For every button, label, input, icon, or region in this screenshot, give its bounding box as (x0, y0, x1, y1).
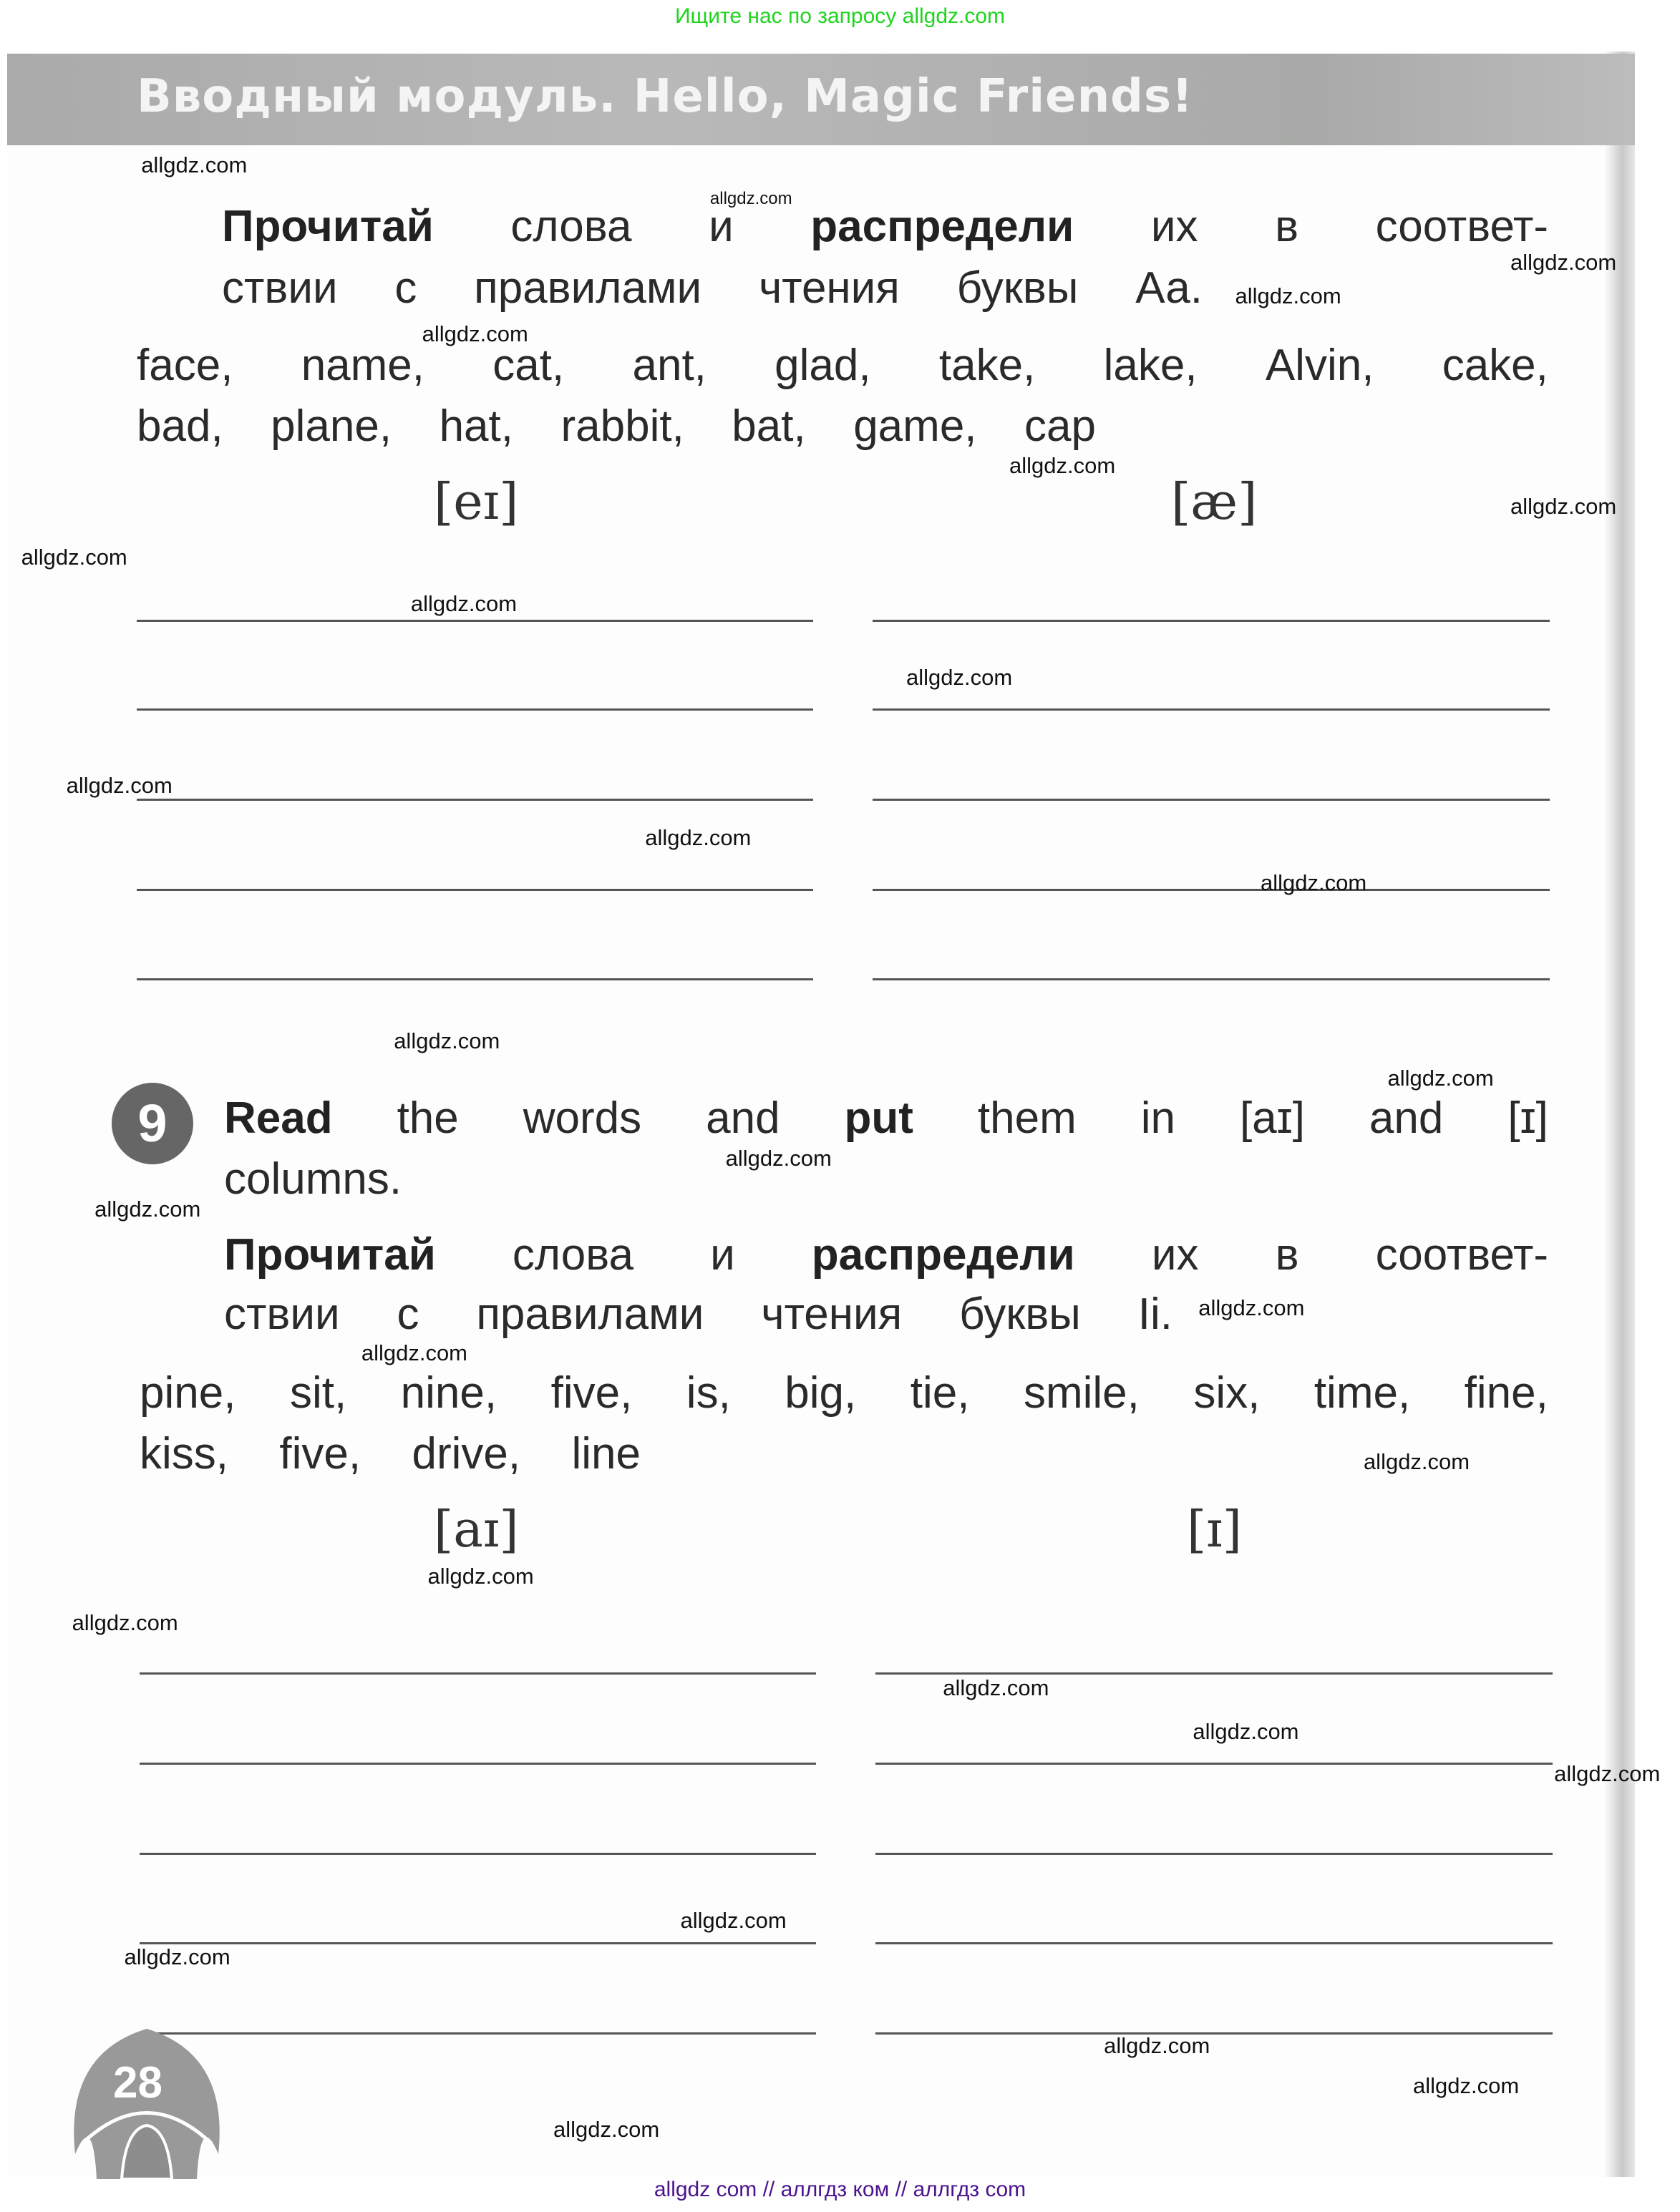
right-answer-line[interactable] (875, 1942, 1553, 1944)
word: pine, (140, 1368, 236, 1418)
watermark: allgdz.com (1009, 452, 1116, 478)
word: и (709, 202, 734, 251)
word: drive, (412, 1429, 521, 1478)
word: Alvin, (1265, 341, 1374, 390)
word: bad, (137, 401, 223, 451)
watermark: allgdz.com (124, 1944, 230, 1970)
word: bat, (732, 401, 806, 451)
watermark: allgdz.com (709, 188, 792, 208)
word: rabbit, (560, 401, 684, 451)
watermark: allgdz.com (1510, 249, 1617, 275)
right-answer-line[interactable] (873, 889, 1550, 891)
watermark: allgdz.com (410, 591, 518, 617)
ex9-column-header-right: [ɪ] (1187, 1500, 1243, 1559)
ex9-instruction-line1 (224, 1230, 1548, 1280)
word: чтения (758, 263, 900, 313)
watermark: allgdz.com (1235, 283, 1341, 309)
word: smile, (1023, 1368, 1140, 1418)
word: [aɪ] (1239, 1093, 1305, 1143)
watermark: allgdz.com (1412, 2072, 1520, 2098)
ex9-english-instruction-line1 (224, 1093, 1548, 1143)
word: ствии (224, 1290, 340, 1339)
word: буквы (959, 1290, 1081, 1339)
right-answer-line[interactable] (875, 2032, 1553, 2035)
right-answer-line[interactable] (873, 799, 1550, 801)
page-number: 28 (113, 2058, 162, 2108)
word: с (397, 1290, 419, 1339)
watermark: allgdz.com (645, 825, 752, 851)
word: и (710, 1230, 735, 1280)
word: правилами (476, 1290, 704, 1339)
word: kiss, (140, 1429, 228, 1478)
left-answer-line[interactable] (140, 1853, 816, 1855)
word: правилами (474, 263, 702, 313)
word: six, (1193, 1368, 1261, 1418)
right-answer-line[interactable] (873, 708, 1550, 711)
watermark: allgdz.com (725, 1146, 832, 1171)
watermark: allgdz.com (66, 773, 173, 799)
word: words (523, 1093, 642, 1143)
word: tie, (910, 1368, 970, 1418)
ex9-words-line2 (140, 1429, 641, 1478)
watermark: allgdz.com (1104, 2033, 1210, 2059)
word: cap (1024, 401, 1096, 451)
word: их (1150, 202, 1198, 251)
word: and (706, 1093, 780, 1143)
left-answer-line[interactable] (140, 1672, 816, 1675)
word: слова (510, 202, 632, 251)
left-answer-line[interactable] (137, 889, 813, 891)
word: распредели (811, 1230, 1075, 1280)
word: Прочитай (224, 1230, 436, 1280)
page-spine-shadow (1603, 52, 1635, 2177)
word: Read (224, 1093, 333, 1143)
word: Прочитай (222, 202, 434, 251)
ex8-instruction-line2 (222, 263, 1203, 313)
word: с (394, 263, 417, 313)
watermark: allgdz.com (553, 2116, 660, 2142)
watermark: allgdz.com (1510, 493, 1617, 519)
word: в (1275, 202, 1299, 251)
watermark: allgdz.com (1193, 1718, 1299, 1744)
watermark: allgdz.com (72, 1609, 178, 1635)
left-answer-line[interactable] (140, 2032, 816, 2035)
word: соответ- (1375, 1230, 1548, 1280)
left-answer-line[interactable] (137, 978, 813, 980)
word: sit, (289, 1368, 347, 1418)
left-answer-line[interactable] (140, 1763, 816, 1765)
watermark: allgdz.com (1387, 1065, 1494, 1091)
word: and (1369, 1093, 1444, 1143)
right-answer-line[interactable] (875, 1853, 1553, 1855)
ex8-column-header-left: [eɪ] (434, 472, 519, 531)
word: them (977, 1093, 1077, 1143)
left-answer-line[interactable] (137, 799, 813, 801)
word: ant, (632, 341, 707, 390)
right-answer-line[interactable] (875, 1763, 1553, 1765)
word: take, (938, 341, 1036, 390)
ex8-words-line2 (137, 401, 1096, 451)
word: game, (853, 401, 977, 451)
left-answer-line[interactable] (137, 708, 813, 711)
ex9-words-line1 (140, 1368, 1548, 1418)
ex8-words-line1 (137, 341, 1548, 390)
word: Ii. (1137, 1290, 1172, 1339)
watermark: allgdz.com (21, 544, 127, 570)
word: five, (279, 1429, 361, 1478)
word: чтения (761, 1290, 903, 1339)
word: put (844, 1093, 913, 1143)
ex9-instruction-line2 (224, 1292, 1172, 1337)
word: [ɪ] (1507, 1093, 1548, 1143)
word: face, (137, 341, 233, 390)
word: nine, (400, 1368, 497, 1418)
page-title: Вводный модуль. Hello, Magic Friends! (137, 70, 1194, 123)
word: five, (550, 1368, 633, 1418)
word: слова (512, 1230, 633, 1280)
watermark: allgdz.com (906, 664, 1013, 690)
ex9-column-header-left: [aɪ] (434, 1500, 519, 1559)
word: в (1275, 1230, 1299, 1280)
right-answer-line[interactable] (873, 620, 1550, 622)
word: ствии (222, 263, 338, 313)
bottom-site-banner[interactable]: allgdz com // аллгдз ком // аллгдз com (654, 2178, 1026, 2201)
watermark: allgdz.com (141, 152, 248, 177)
word: name, (301, 341, 425, 390)
left-answer-line[interactable] (140, 1942, 816, 1944)
word: glad, (775, 341, 871, 390)
word: the (397, 1093, 459, 1143)
word: fine, (1464, 1368, 1548, 1418)
watermark: allgdz.com (422, 321, 528, 347)
word: буквы (956, 263, 1079, 313)
word: plane, (271, 401, 392, 451)
word: hat, (439, 401, 513, 451)
right-answer-line[interactable] (873, 978, 1550, 980)
watermark: allgdz.com (394, 1028, 500, 1054)
watermark: allgdz.com (943, 1675, 1049, 1700)
word: is, (686, 1368, 731, 1418)
word: распредели (810, 202, 1074, 251)
ex8-instruction-line1 (222, 202, 1548, 251)
exercise-number-badge: 9 (112, 1083, 193, 1164)
ex8-column-header-right: [æ] (1171, 472, 1258, 531)
word: time, (1314, 1368, 1411, 1418)
watermark: allgdz.com (1198, 1295, 1305, 1321)
watermark: allgdz.com (361, 1340, 468, 1366)
word: соответ- (1375, 202, 1548, 251)
site-banner[interactable]: Ищите нас по запросу allgdz.com (674, 4, 1006, 28)
word: их (1151, 1230, 1199, 1280)
watermark: allgdz.com (1554, 1760, 1661, 1786)
watermark: allgdz.com (1260, 870, 1367, 896)
word: cat, (492, 341, 565, 390)
watermark: allgdz.com (1363, 1448, 1470, 1474)
watermark: allgdz.com (680, 1907, 787, 1933)
word: cake, (1442, 341, 1548, 390)
left-answer-line[interactable] (137, 620, 813, 622)
watermark: allgdz.com (94, 1197, 201, 1222)
watermark: allgdz.com (427, 1563, 534, 1589)
word: line (571, 1429, 641, 1478)
word: Аа. (1135, 263, 1203, 313)
word: big, (785, 1368, 857, 1418)
ex9-english-instruction-line2: columns. (224, 1154, 402, 1204)
word: in (1140, 1093, 1175, 1143)
word: lake, (1103, 341, 1198, 390)
